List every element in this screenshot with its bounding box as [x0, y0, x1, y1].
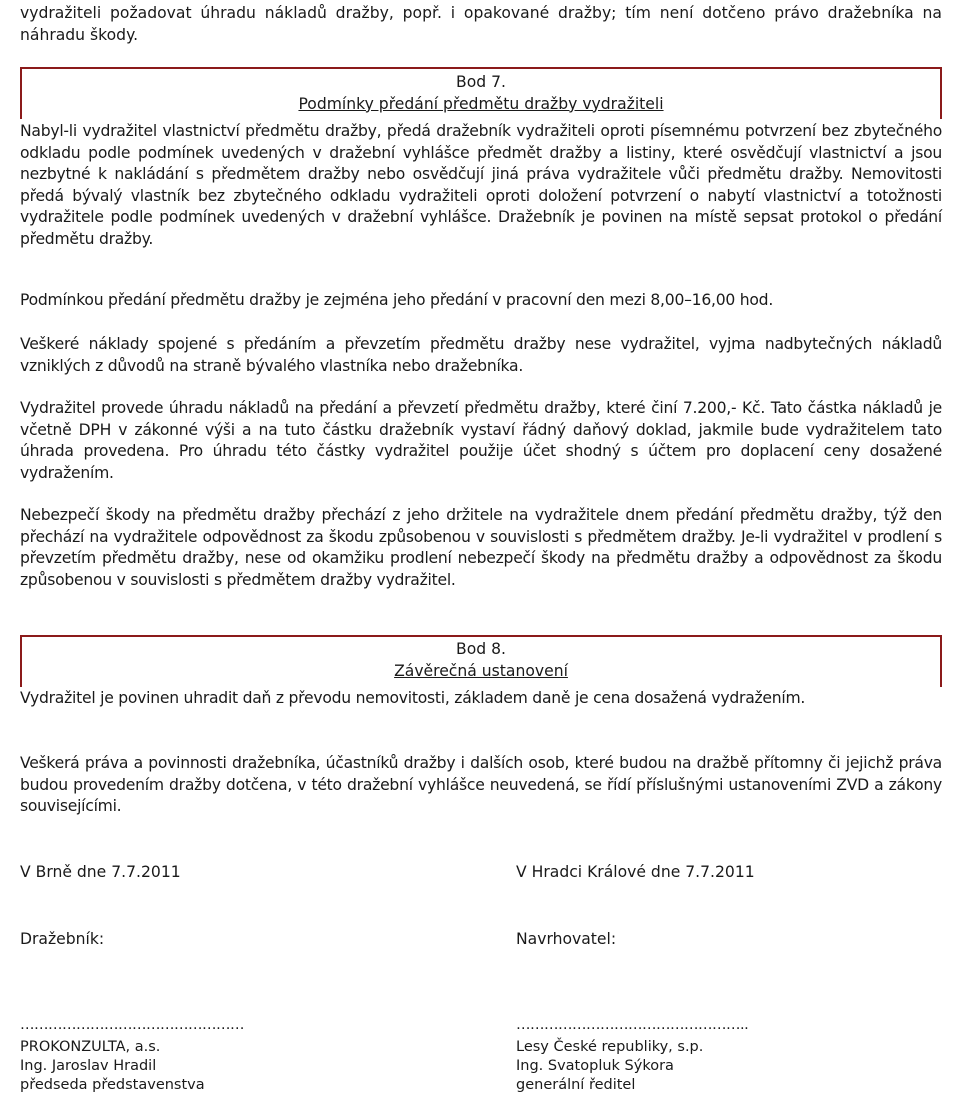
signature-right-title: generální ředitel	[516, 1077, 636, 1093]
signature-right-line: …………………………………………..	[516, 1017, 749, 1033]
section-7-paragraph-4: Vydražitel provede úhradu nákladů na předání a převzetí předmětu dražby, které činí 7.200,- Kč. Tato částka nákladů je včetně DPH v zákonné výši a na tuto částku dražebník vystaví řádný daňový doklad, jakmile bude vydražitelem tato úhrada provedena. Pro úhradu této částky vydražitel použije účet shodný s účtem pro doplacení ceny dosažené vydražením.	[20, 399, 942, 482]
signature-left-line: …………………………………………	[20, 1017, 244, 1033]
signature-left-company: PROKONZULTA, a.s.	[20, 1039, 161, 1055]
signature-left-place-date: V Brně dne 7.7.2011	[20, 863, 181, 881]
section-7-paragraph-2: Podmínkou předání předmětu dražby je zejména jeho předání v pracovní den mezi 8,00–16,00 hod.	[20, 291, 774, 309]
signature-left-title: předseda představenstva	[20, 1077, 205, 1093]
section-7-header	[20, 67, 942, 119]
section-7-paragraph-3: Veškeré náklady spojené s předáním a převzetím předmětu dražby nese vydražitel, vyjma nadbytečných nákladů vzniklých z důvodů na straně bývalého vlastníka nebo dražebníka.	[20, 335, 942, 375]
signature-right-person: Ing. Svatopluk Sýkora	[516, 1058, 674, 1074]
signature-left-role: Dražebník:	[20, 930, 105, 948]
section-8-title: Bod 8.	[456, 640, 506, 658]
section-8-header	[20, 635, 942, 687]
intro-paragraph: vydražiteli požadovat úhradu nákladů dražby, popř. i opakované dražby; tím není dotčeno právo dražebníka na náhradu škody.	[20, 4, 942, 44]
signature-left-person: Ing. Jaroslav Hradil	[20, 1058, 157, 1074]
signature-right-company: Lesy České republiky, s.p.	[516, 1039, 704, 1055]
section-7-subtitle: Podmínky předání předmětu dražby vydražiteli	[298, 94, 664, 113]
signature-right-place-date: V Hradci Králové dne 7.7.2011	[516, 863, 755, 881]
signature-right-role: Navrhovatel:	[516, 930, 617, 948]
section-8-paragraph-1: Vydražitel je povinen uhradit daň z převodu nemovitosti, základem daně je cena dosažená vydražením.	[20, 689, 806, 707]
section-7-paragraph-1: Nabyl-li vydražitel vlastnictví předmětu dražby, předá dražebník vydražiteli oproti písemnému potvrzení bez zbytečného odkladu podle podmínek uvedených v dražební vyhlášce předmět dražby a listiny, které osvědčují vlastnictví a jsou nezbytné k nakládání s předmětem dražby nebo osvědčují jiná práva vydražitele vůči předmětu dražby. Nemovitosti předá bývalý vlastník bez zbytečného odkladu vydražiteli oproti doložení potvrzení o nabytí vlastnictví a totožnosti vydražitele podle podmínek uvedených v dražební vyhlášce. Dražebník je povinen na místě sepsat protokol o předání předmětu dražby.	[20, 122, 942, 248]
section-8-subtitle: Závěrečná ustanovení	[394, 661, 568, 680]
section-8-paragraph-2: Veškerá práva a povinnosti dražebníka, účastníků dražby i dalších osob, které budou na dražbě přítomny či jejichž práva budou provedením dražby dotčena, v této dražební vyhlášce neuvedená, se řídí příslušnými ustanoveními ZVD a zákony souvisejícími.	[20, 754, 942, 815]
section-7-title: Bod 7.	[456, 73, 506, 91]
section-7-paragraph-5: Nebezpečí škody na předmětu dražby přechází z jeho držitele na vydražitele dnem předání předmětu dražby, týž den přechází na vydražitele odpovědnost za škodu způsobenou v souvislosti s předmětem dražby. Je-li vydražitel v prodlení s převzetím předmětu dražby, nese od okamžiku prodlení nebezpečí škody na předmětu dražby a odpovědnost za škodu způsobenou v souvislosti s předmětem dražby vydražitel.	[20, 506, 942, 589]
